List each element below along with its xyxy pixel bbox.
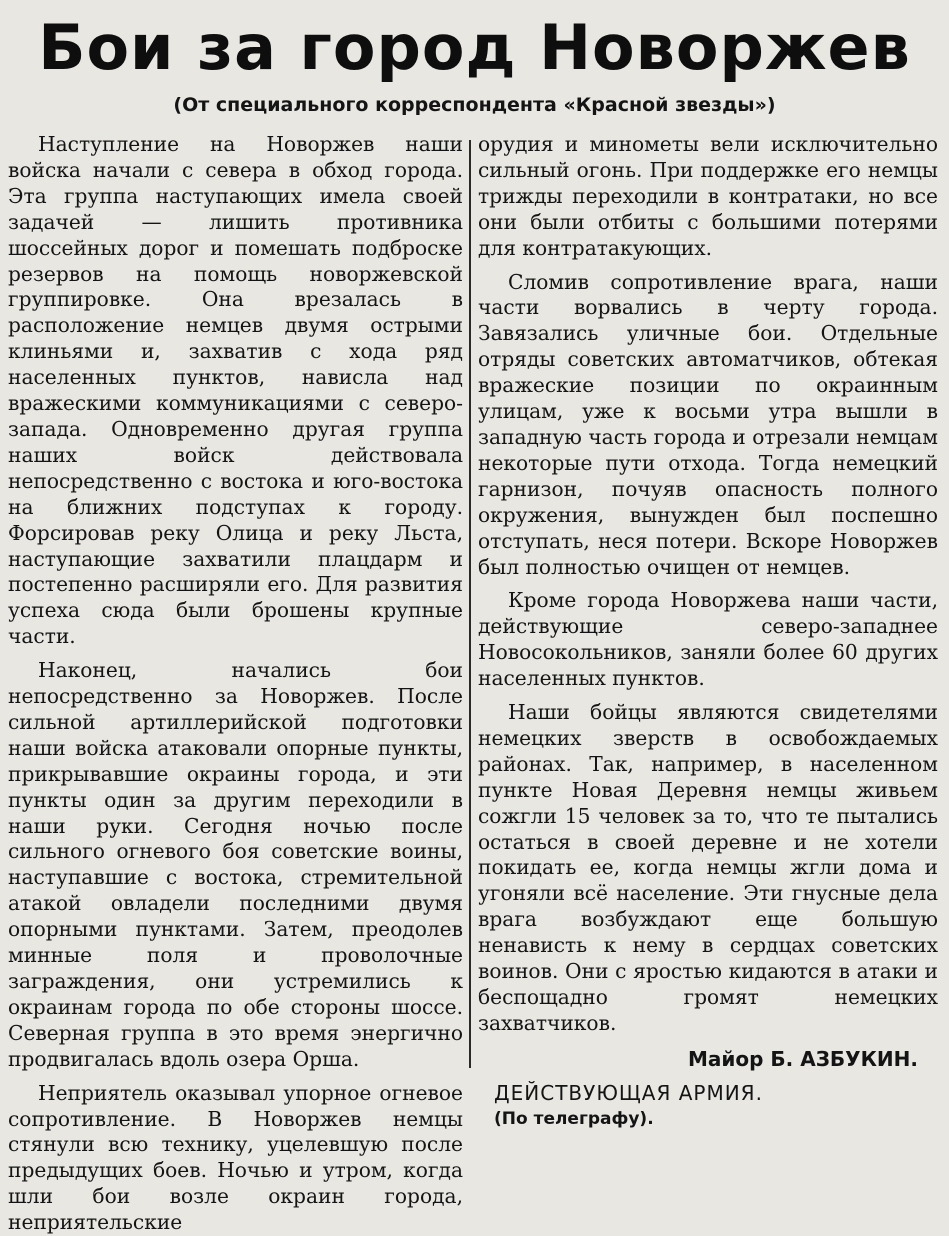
article-subtitle: (От специального корреспондента «Красной звезды») bbox=[173, 94, 776, 116]
paragraph: Неприятель оказывал упорное огневое сопротивление. В Новоржев немцы стянули всю технику, уцелевшую после предыдущих боев. Ночью и утром, когда шли бои возле окраин города, неприятельские bbox=[8, 1080, 463, 1235]
column-left bbox=[8, 132, 463, 1235]
paragraph: Наступление на Новоржев наши войска начали с севера в обход города. Эта группа наступающих имела своей задачей — лишить противника шоссейных дорог и помешать подброске резервов на помощь новоржевской группировке. Она врезалась в расположение немцев двумя острыми клиньями и, захватив с хода ряд населенных пунктов, нависла над вражескими коммуникациями с северо-запада. Одновременно другая группа наших войск действовала непосредственно с востока и юго-востока на ближних подступах к городу. Форсировав реку Олица и реку Льста, наступающие захватили плацдарм и постепенно расширяли его. Для развития успеха сюда были брошены крупные части. bbox=[8, 132, 463, 649]
paragraph: Наши бойцы являются свидетелями немецких зверств в освобождаемых районах. Так, например, в населенном пункте Новая Деревня немцы живьем сожгли 15 человек за то, что те пытались остаться в своей деревне и не хотели покидать ее, когда немцы жгли дома и угоняли всё население. Эти гнусные дела врага возбуждают еще большую ненависть к нему в сердцах советских воинов. Они с яростью кидаются в атаки и беспощадно громят немецких захватчиков. bbox=[478, 700, 938, 1035]
telegraph-note: (По телеграфу). bbox=[494, 1108, 654, 1129]
author-signature: Майор Б. АЗБУКИН. bbox=[687, 1046, 918, 1071]
paragraph: Сломив сопротивление врага, наши части ворвались в черту города. Завязались уличные бои. Отдельные отряды советских автоматчиков, обтекая вражеские позиции по окраинным улицам, уже к восьми утра вышли в западную часть города и отрезали немцам некоторые пути отхода. Тогда немецкий гарнизон, почуяв опасность полного окружения, вынужден был поспешно отступать, неся потери. Вскоре Новоржев был полностью очищен от немцев. bbox=[478, 269, 938, 579]
dateline: ДЕЙСТВУЮЩАЯ АРМИЯ. bbox=[494, 1080, 763, 1105]
paragraph: Наконец, начались бои непосредственно за Новоржев. После сильной артиллерийской подготовки наши войска атаковали опорные пункты, прикрывавшие окраины города, и эти пункты один за другим переходили в наши руки. Сегодня ночью после сильного огневого боя советские воины, наступавшие с востока, стремительной атакой овладели последними двумя опорными пунктами. Затем, преодолев минные поля и проволочные заграждения, они устремились к окраинам города по обе стороны шоссе. Северная группа в это время энергично продвигалась вдоль озера Орша. bbox=[8, 658, 463, 1071]
paragraph: орудия и минометы вели исключительно сильный огонь. При поддержке его немцы трижды переходили в контратаки, но все они были отбиты с большими потерями для контратакующих. bbox=[478, 132, 938, 260]
paragraph: Кроме города Новоржева наши части, действующие северо-западнее Новосокольников, заняли более 60 других населенных пунктов. bbox=[478, 588, 938, 691]
article-title: Бои за город Новоржев bbox=[38, 11, 911, 84]
column-right bbox=[478, 132, 938, 1129]
column-divider bbox=[469, 140, 471, 1068]
